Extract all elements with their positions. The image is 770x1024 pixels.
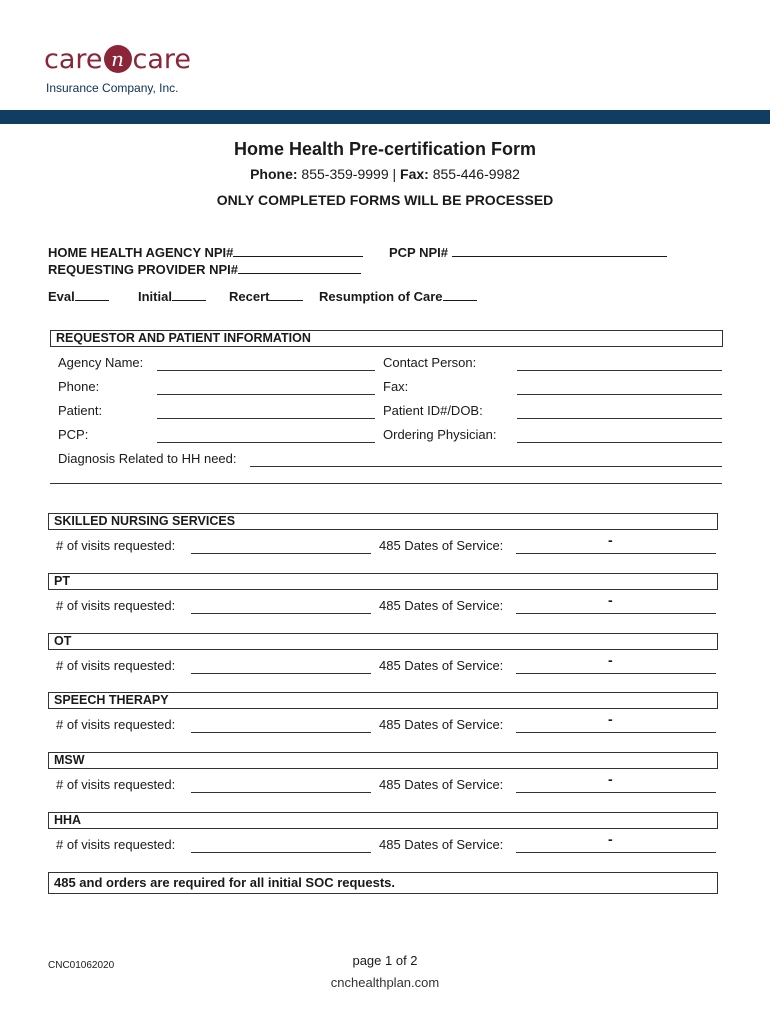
eval-field[interactable] bbox=[75, 287, 109, 301]
provider-npi-field[interactable] bbox=[238, 260, 361, 274]
fax-number: 855-446-9982 bbox=[432, 166, 520, 182]
pcp-label: PCP: bbox=[58, 427, 89, 442]
visits-requested-field[interactable] bbox=[191, 553, 371, 554]
initial-field[interactable] bbox=[172, 287, 206, 301]
contact-person-label: Contact Person: bbox=[383, 355, 477, 370]
dates-of-service-label: 485 Dates of Service: bbox=[379, 837, 504, 852]
dates-of-service-field[interactable] bbox=[516, 852, 716, 853]
phone-label: Phone: bbox=[250, 166, 298, 182]
agency-name-label: Agency Name: bbox=[58, 355, 144, 370]
form-code: CNC01062020 bbox=[48, 960, 115, 971]
resumption-field[interactable] bbox=[443, 287, 477, 301]
service-heading: SPEECH THERAPY bbox=[48, 692, 718, 709]
visits-requested-label: # of visits requested: bbox=[56, 837, 176, 852]
diagnosis-label: Diagnosis Related to HH need: bbox=[58, 451, 237, 466]
visits-requested-label: # of visits requested: bbox=[56, 598, 176, 613]
type-eval bbox=[48, 287, 109, 304]
separator: | bbox=[392, 166, 397, 182]
type-initial bbox=[138, 287, 206, 304]
patient-id-label: Patient ID#/DOB: bbox=[383, 403, 483, 418]
form-title: Home Health Pre-certification Form bbox=[233, 139, 537, 159]
service-heading: HHA bbox=[48, 812, 718, 829]
date-range-dash: - bbox=[608, 592, 613, 608]
requestor-section-heading: REQUESTOR AND PATIENT INFORMATION bbox=[50, 330, 723, 347]
visits-requested-label: # of visits requested: bbox=[56, 777, 176, 792]
dates-of-service-field[interactable] bbox=[516, 792, 716, 793]
diagnosis-field-line-2[interactable] bbox=[50, 483, 722, 484]
dates-of-service-field[interactable] bbox=[516, 553, 716, 554]
visits-requested-field[interactable] bbox=[191, 852, 371, 853]
agency-npi-field[interactable] bbox=[233, 243, 363, 257]
recert-label: Recert bbox=[229, 289, 270, 304]
ordering-physician-label: Ordering Physician: bbox=[383, 427, 497, 442]
ordering-physician-field[interactable] bbox=[517, 442, 722, 443]
date-range-dash: - bbox=[608, 831, 613, 847]
logo-word-right: care bbox=[132, 44, 192, 75]
header-bar bbox=[0, 110, 770, 124]
pcp-npi-label: PCP NPI# bbox=[389, 245, 449, 260]
fax-label: Fax: bbox=[400, 166, 429, 182]
visits-requested-label: # of visits requested: bbox=[56, 538, 176, 553]
dates-of-service-label: 485 Dates of Service: bbox=[379, 538, 504, 553]
visits-requested-field[interactable] bbox=[191, 673, 371, 674]
phone-label-field: Phone: bbox=[58, 379, 100, 394]
resumption-label: Resumption of Care bbox=[319, 289, 443, 304]
visits-requested-field[interactable] bbox=[191, 792, 371, 793]
patient-id-field[interactable] bbox=[517, 418, 722, 419]
dates-of-service-label: 485 Dates of Service: bbox=[379, 777, 504, 792]
logo-n-circle: n bbox=[104, 45, 132, 73]
date-range-dash: - bbox=[608, 711, 613, 727]
page-number: page 1 of 2 bbox=[352, 953, 418, 968]
date-range-dash: - bbox=[608, 652, 613, 668]
pcp-npi-field[interactable] bbox=[452, 243, 667, 257]
soc-notice: 485 and orders are required for all initial SOC requests. bbox=[48, 872, 718, 894]
type-resumption bbox=[319, 287, 477, 304]
logo-word-left: care bbox=[44, 44, 103, 75]
visits-requested-field[interactable] bbox=[191, 613, 371, 614]
fax-field[interactable] bbox=[517, 394, 722, 395]
patient-label: Patient: bbox=[58, 403, 103, 418]
dates-of-service-field[interactable] bbox=[516, 673, 716, 674]
type-recert bbox=[229, 287, 303, 304]
dates-of-service-field[interactable] bbox=[516, 613, 716, 614]
eval-label: Eval bbox=[48, 289, 75, 304]
provider-npi-row bbox=[48, 260, 361, 277]
agency-npi-label: HOME HEALTH AGENCY NPI# bbox=[48, 245, 234, 260]
fax-label-field: Fax: bbox=[383, 379, 409, 394]
website-url: cnchealthplan.com bbox=[330, 975, 440, 990]
pcp-npi-row bbox=[389, 243, 667, 260]
initial-label: Initial bbox=[138, 289, 172, 304]
service-heading: SKILLED NURSING SERVICES bbox=[48, 513, 718, 530]
provider-npi-label: REQUESTING PROVIDER NPI# bbox=[48, 262, 238, 277]
agency-name-field[interactable] bbox=[157, 370, 375, 371]
recert-field[interactable] bbox=[269, 287, 303, 301]
completed-forms-notice: ONLY COMPLETED FORMS WILL BE PROCESSED bbox=[216, 192, 554, 208]
dates-of-service-label: 485 Dates of Service: bbox=[379, 598, 504, 613]
diagnosis-field[interactable] bbox=[250, 466, 722, 467]
service-heading: PT bbox=[48, 573, 718, 590]
visits-requested-label: # of visits requested: bbox=[56, 717, 176, 732]
logo-subtitle: Insurance Company, Inc. bbox=[46, 81, 179, 95]
patient-field[interactable] bbox=[157, 418, 375, 419]
pcp-field[interactable] bbox=[157, 442, 375, 443]
company-logo bbox=[44, 44, 191, 75]
dates-of-service-label: 485 Dates of Service: bbox=[379, 658, 504, 673]
agency-npi-row bbox=[48, 243, 363, 260]
visits-requested-field[interactable] bbox=[191, 732, 371, 733]
visits-requested-label: # of visits requested: bbox=[56, 658, 176, 673]
contact-person-field[interactable] bbox=[517, 370, 722, 371]
date-range-dash: - bbox=[608, 771, 613, 787]
dates-of-service-field[interactable] bbox=[516, 732, 716, 733]
service-heading: MSW bbox=[48, 752, 718, 769]
phone-field[interactable] bbox=[157, 394, 375, 395]
dates-of-service-label: 485 Dates of Service: bbox=[379, 717, 504, 732]
contact-line bbox=[0, 166, 770, 182]
phone-number: 855-359-9999 bbox=[301, 166, 389, 182]
date-range-dash: - bbox=[608, 532, 613, 548]
service-heading: OT bbox=[48, 633, 718, 650]
